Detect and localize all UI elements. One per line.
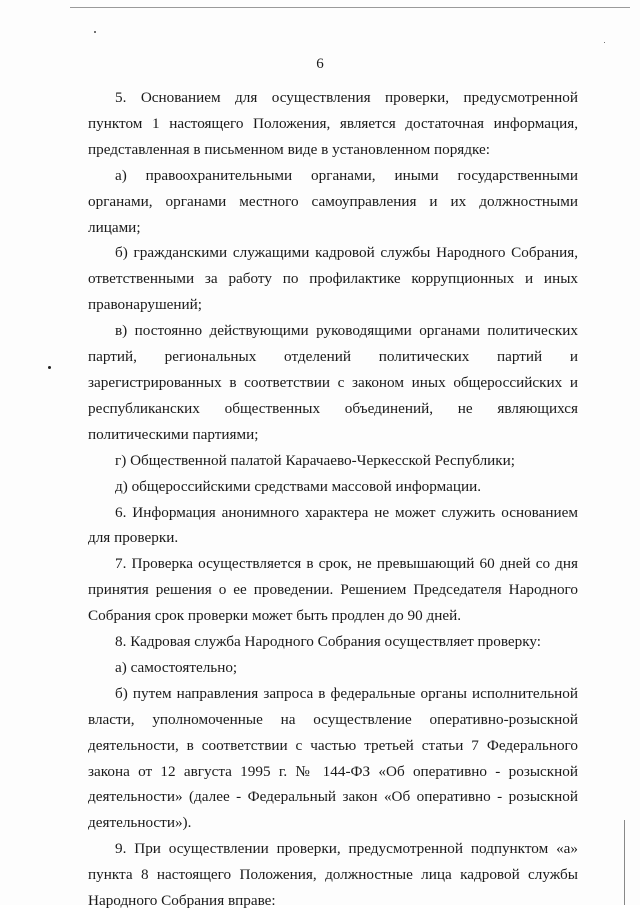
scan-artifact-speck — [94, 31, 96, 33]
paragraph: б) путем направления запроса в федеральные органы исполнительной власти, уполномоченные на осуществление оперативно-розыскной деятельности, в соответствии с частью третьей статьи 7 Федерального закона от 12 августа 1995 г. № 144-ФЗ «Об оперативно - розыскной деятельности» (далее - Федеральный закон «Об оперативно - розыскной деятельности»). — [88, 684, 578, 832]
paragraph: 5. Основанием для осуществления проверки, предусмотренной пунктом 1 настоящего Положения, является достаточная информация, представленная в письменном виде в установленном порядке: — [88, 89, 578, 158]
paragraph: б) гражданскими служащими кадровой службы Народного Собрания, ответственными за работу по профилактике коррупционных и иных правонарушений; — [88, 244, 578, 314]
paragraph: а) самостоятельно; — [115, 658, 238, 676]
paragraph: г) Общественной палатой Карачаево-Черкесской Республики; — [115, 451, 516, 469]
scan-artifact-speck — [604, 42, 605, 43]
scan-artifact-edge — [624, 820, 625, 905]
paragraph: д) общероссийскими средствами массовой информации. — [115, 477, 482, 495]
paragraph: 7. Проверка осуществляется в срок, не превышающий 60 дней со дня принятия решения о ее проведении. Решением Председателя Народного Собрания срок проверки может быть продлен до 90 дней. — [88, 555, 578, 625]
paragraph: а) правоохранительными органами, иными государственными органами, органами местного самоуправления и их должностными лицами; — [88, 166, 578, 236]
paragraph: в) постоянно действующими руководящими органами политических партий, региональных отделений политических партий и зарегистрированных в соответствии с законом иных общероссийских и республиканских общественных объединений, не являющихся политическими партиями; — [88, 322, 578, 443]
document-body — [88, 85, 578, 914]
paragraph: 6. Информация анонимного характера не может служить основанием для проверки. — [88, 503, 578, 547]
page-number: 6 — [316, 56, 324, 72]
paragraph: 8. Кадровая служба Народного Собрания осуществляет проверку: — [115, 633, 542, 651]
paragraph: 9. При осуществлении проверки, предусмотренной подпунктом «а» пункта 8 настоящего Положения, должностные лица кадровой службы Народного Собрания вправе: — [88, 840, 578, 910]
scan-artifact-line — [70, 7, 630, 8]
scan-artifact-speck — [48, 366, 51, 369]
